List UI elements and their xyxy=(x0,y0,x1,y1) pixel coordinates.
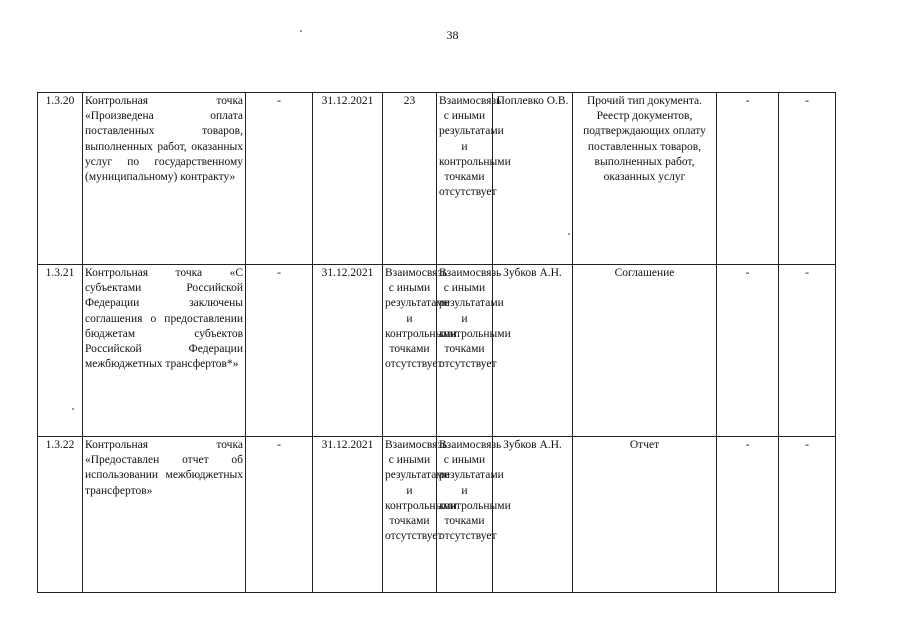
relation-cell: Взаимосвязь с иными результатами и контрольными точками отсутствует xyxy=(383,265,437,437)
cell-dash: - xyxy=(779,437,836,593)
cell-dash: - xyxy=(717,437,779,593)
table-row xyxy=(38,437,836,593)
cell-dash: - xyxy=(246,93,313,265)
responsible-person: Зубков А.Н. xyxy=(493,265,573,437)
deadline-date: 31.12.2021 xyxy=(313,93,383,265)
scan-speck xyxy=(300,30,302,32)
cell-dash: - xyxy=(779,93,836,265)
row-number: 1.3.21 xyxy=(38,265,83,437)
relation-cell: Взаимосвязь с иными результатами и контрольными точками отсутствует xyxy=(437,437,493,593)
table-row xyxy=(38,265,836,437)
cell-dash: - xyxy=(717,265,779,437)
linked-cell: 23 xyxy=(383,93,437,265)
control-points-table xyxy=(37,92,836,593)
relation-cell: Взаимосвязь с иными результатами и контрольными точками отсутствует xyxy=(437,93,493,265)
row-number: 1.3.22 xyxy=(38,437,83,593)
control-point-name: Контрольная точка «Произведена оплата поставленных товаров, выполненных работ, оказанных услуг по государственному (муниципальному) контракту» xyxy=(83,93,246,265)
document-type: Отчет xyxy=(573,437,717,593)
relation-cell: Взаимосвязь с иными результатами и контрольными точками отсутствует xyxy=(437,265,493,437)
responsible-person: Поплевко О.В. xyxy=(493,93,573,265)
row-number: 1.3.20 xyxy=(38,93,83,265)
scan-speck xyxy=(568,233,570,235)
relation-cell: Взаимосвязь с иными результатами и контрольными точками отсутствует xyxy=(383,437,437,593)
document-type: Соглашение xyxy=(573,265,717,437)
cell-dash: - xyxy=(779,265,836,437)
control-point-name: Контрольная точка «Предоставлен отчет об использовании межбюджетных трансфертов» xyxy=(83,437,246,593)
cell-dash: - xyxy=(246,265,313,437)
page-number: 38 xyxy=(446,28,459,42)
document-type: Прочий тип документа. Реестр документов, подтверждающих оплату поставленных товаров, выполненных работ, оказанных услуг xyxy=(573,93,717,265)
deadline-date: 31.12.2021 xyxy=(313,437,383,593)
control-point-name: Контрольная точка «С субъектами Российской Федерации заключены соглашения о предоставлении бюджетам субъектов Российской Федерации межбюджетных трансфертов*» xyxy=(83,265,246,437)
deadline-date: 31.12.2021 xyxy=(313,265,383,437)
scan-speck xyxy=(72,408,74,410)
cell-dash: - xyxy=(246,437,313,593)
table-row xyxy=(38,93,836,265)
cell-dash: - xyxy=(717,93,779,265)
responsible-person: Зубков А.Н. xyxy=(493,437,573,593)
